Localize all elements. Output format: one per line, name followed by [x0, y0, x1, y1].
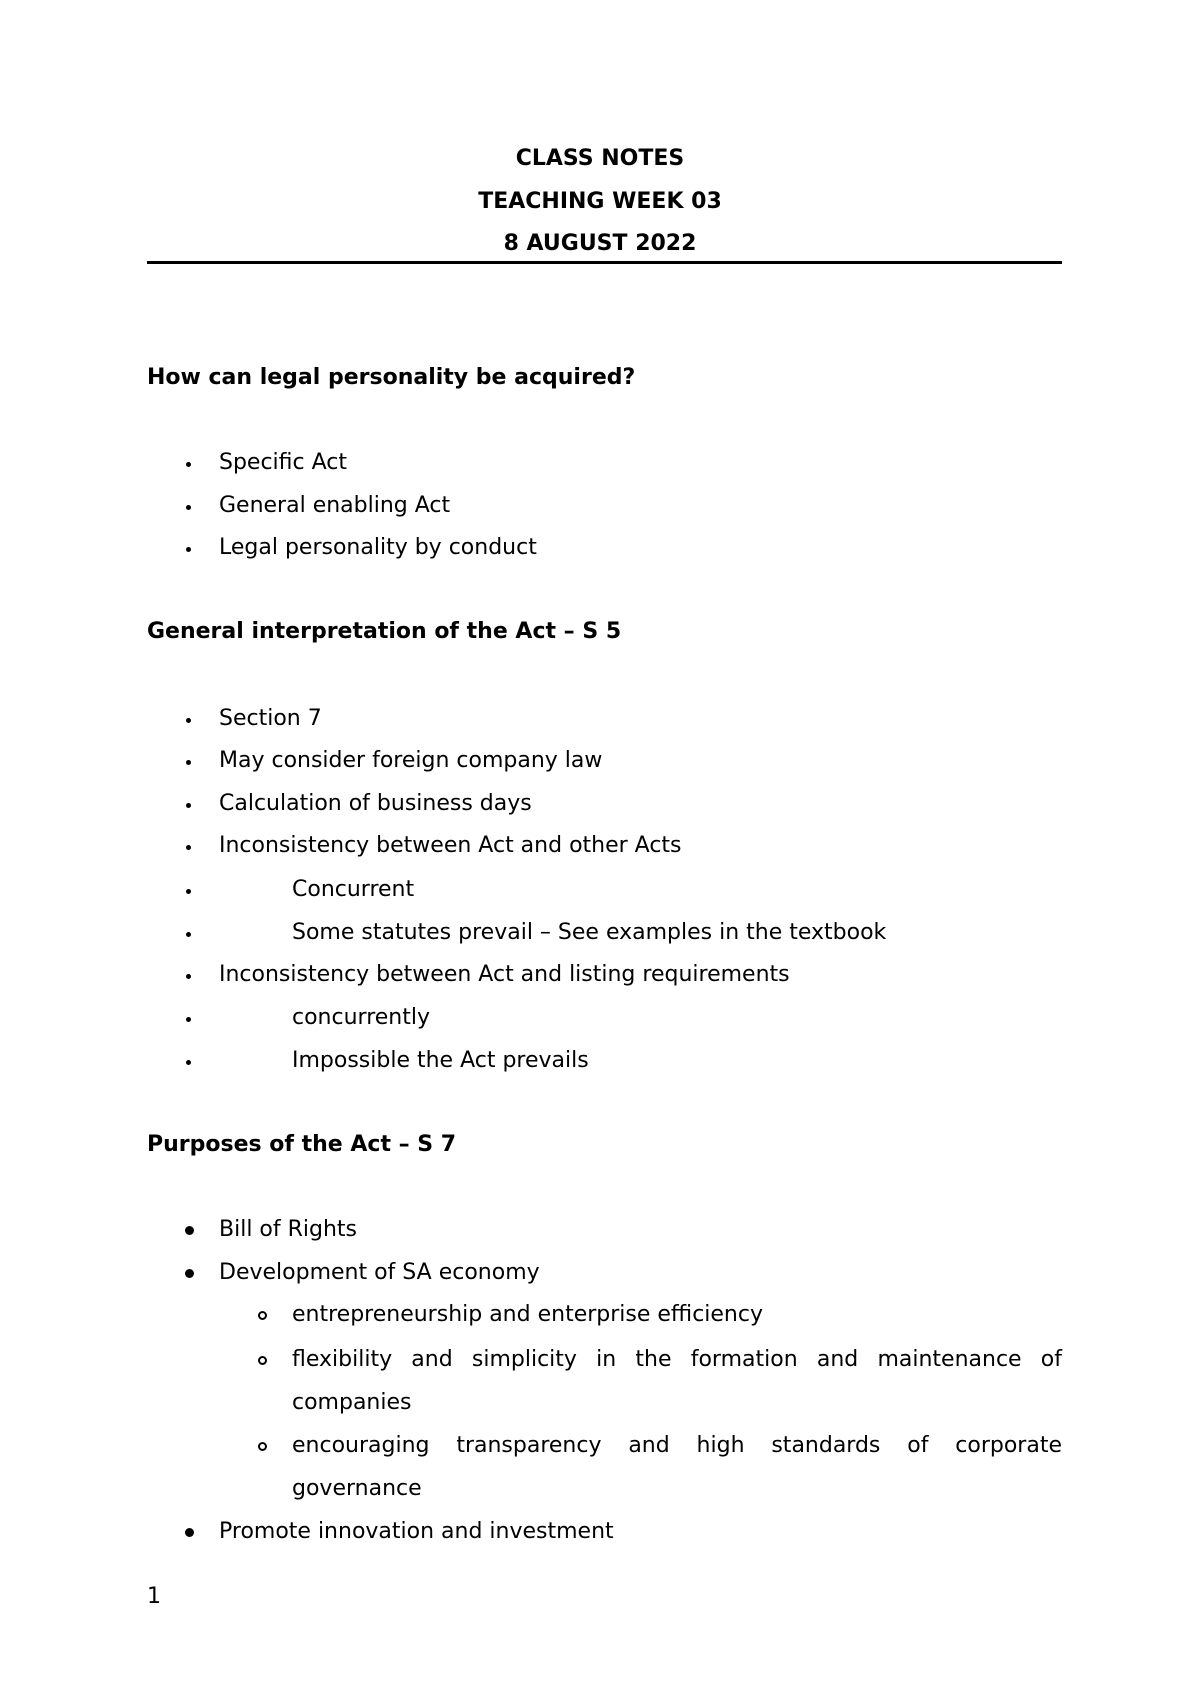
list-item: Section 7 [219, 706, 322, 731]
bullet-icon [185, 1269, 194, 1278]
sub-list-item: entrepreneurship and enterprise efficiency [292, 1302, 763, 1327]
list-item: Some statutes prevail – See examples in the textbook [292, 920, 887, 945]
bullet-icon [186, 803, 191, 808]
section-heading-general-interpretation: General interpretation of the Act – S 5 [147, 619, 622, 644]
bullet-icon [186, 547, 191, 552]
section-heading-legal-personality: How can legal personality be acquired? [147, 365, 636, 390]
teaching-week: TEACHING WEEK 03 [478, 189, 722, 214]
bullet-icon [186, 462, 191, 467]
bullet-icon [186, 845, 191, 850]
bullet-icon [185, 1226, 194, 1235]
list-item: May consider foreign company law [219, 748, 603, 773]
sub-list-item: flexibility and simplicity in the formation and maintenance of [292, 1347, 1062, 1372]
list-item: Development of SA economy [219, 1260, 540, 1285]
list-item: concurrently [292, 1005, 430, 1030]
sub-bullet-circle-icon [258, 1311, 267, 1320]
bullet-icon [186, 1017, 191, 1022]
sub-list-item-continuation: companies [292, 1390, 412, 1415]
list-item: Legal personality by conduct [219, 535, 537, 560]
section-heading-purposes: Purposes of the Act – S 7 [147, 1132, 457, 1157]
bullet-icon [186, 1060, 191, 1065]
bullet-icon [186, 932, 191, 937]
list-item: Inconsistency between Act and listing requirements [219, 962, 790, 987]
page-number: 1 [147, 1584, 161, 1609]
bullet-icon [186, 718, 191, 723]
bullet-icon [186, 760, 191, 765]
sub-bullet-circle-icon [258, 1442, 267, 1451]
bullet-icon [185, 1528, 194, 1537]
bullet-icon [186, 889, 191, 894]
sub-list-item: encouraging transparency and high standards of corporate [292, 1433, 1062, 1458]
sub-bullet-circle-icon [258, 1356, 267, 1365]
list-item: Bill of Rights [219, 1217, 358, 1242]
header-divider [147, 261, 1062, 264]
bullet-icon [186, 974, 191, 979]
sub-list-item-continuation: governance [292, 1476, 422, 1501]
list-item: Impossible the Act prevails [292, 1048, 589, 1073]
list-item: Promote innovation and investment [219, 1519, 614, 1544]
list-item: Inconsistency between Act and other Acts [219, 833, 682, 858]
list-item: Specific Act [219, 450, 348, 475]
list-item: Concurrent [292, 877, 415, 902]
document-date: 8 AUGUST 2022 [503, 231, 697, 256]
list-item: Calculation of business days [219, 791, 532, 816]
list-item: General enabling Act [219, 493, 451, 518]
bullet-icon [186, 505, 191, 510]
document-title: CLASS NOTES [515, 146, 685, 171]
